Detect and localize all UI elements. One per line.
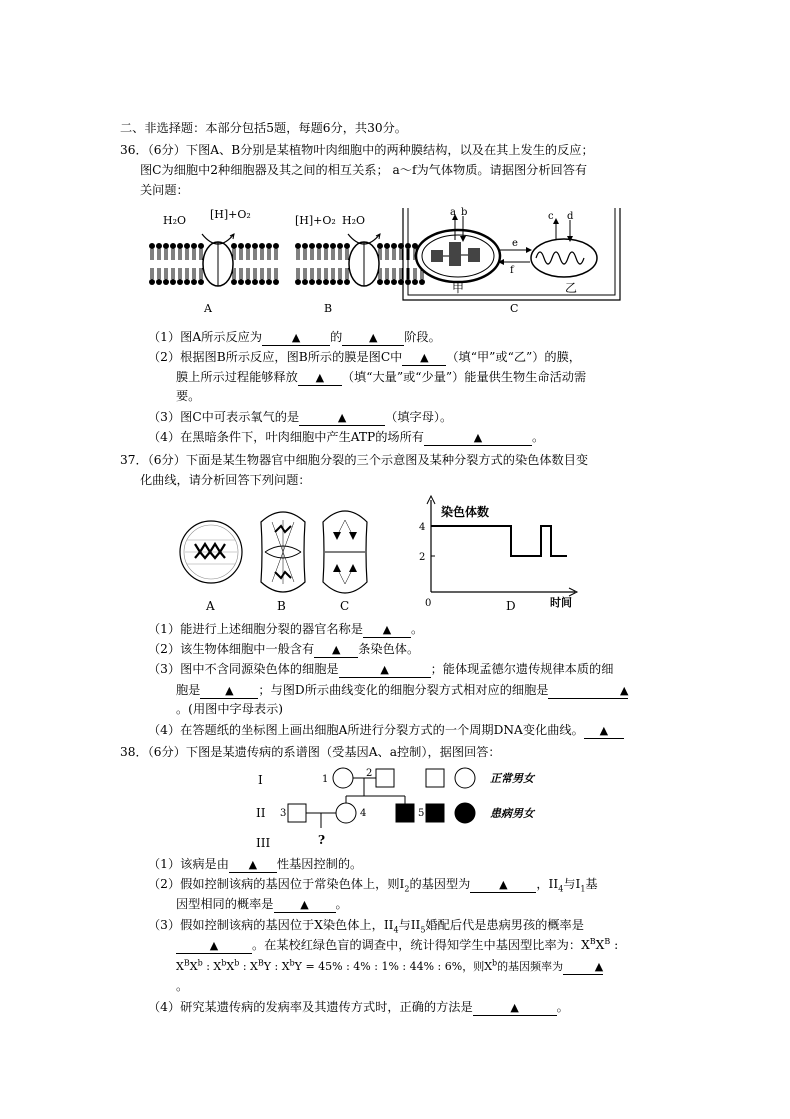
legend-affected-female (455, 803, 475, 823)
gen-ii: II (256, 806, 266, 820)
q38-sub2-line2: 因型相同的概率是 ▲ 。 (176, 897, 348, 911)
id-3: 3 (280, 808, 287, 819)
q36-intro-line-3: 关问题： (140, 183, 189, 197)
unknown-offspring: ? (318, 833, 326, 847)
chart-title: 染色体数 (441, 505, 490, 519)
cell-division-figure (175, 492, 595, 622)
chart-xlabel: 时间 (550, 596, 572, 609)
id-2: 2 (366, 768, 373, 779)
q38-sub3-line4: 。 (176, 979, 189, 993)
b-right-label: H₂O (342, 214, 366, 227)
membrane-a (149, 234, 279, 286)
c-label-jia: 甲 (452, 281, 465, 295)
q36-sub2-line2: 膜上所示过程能够释放 ▲ （填“大量”或“少量”）能量供生物生命活动需 (176, 370, 587, 384)
c-label-e: e (512, 238, 518, 249)
gen-i: I (258, 773, 263, 787)
individual-2 (376, 769, 394, 787)
label-cell-c: C (340, 599, 350, 613)
q38-intro: 38．（6分）下图是某遗传病的系谱图（受基因A、a控制），据图回答： (120, 745, 501, 759)
label-chart-d: D (506, 599, 516, 613)
fig-label-c: C (510, 302, 519, 315)
label-cell-a: A (206, 599, 215, 613)
legend-normal: 正常男女 (490, 772, 534, 785)
q37-sub1: （1）能进行上述细胞分裂的器官名称是 ▲ 。 (148, 622, 424, 636)
individual-1 (333, 768, 353, 788)
id-4: 4 (360, 808, 367, 819)
c-label-a: a (450, 207, 456, 218)
chart-y2: 2 (419, 552, 426, 563)
q36-intro-line-2: 图C为细胞中2种细胞器及其之间的相互关系； a～f为气体物质。请据图分析回答有 (140, 163, 588, 177)
c-label-c: c (548, 211, 554, 222)
a-right-label: [H]+O₂ (210, 208, 251, 221)
q38-sub1: （1）该病是由 ▲ 性基因控制的。 (148, 857, 363, 871)
pedigree-chart (250, 762, 570, 852)
q37-sub2: （2）该生物体细胞中一般含有 ▲ 条染色体。 (148, 642, 420, 656)
individual-5 (396, 804, 414, 822)
id-1: 1 (322, 774, 329, 785)
membrane-figure (140, 200, 640, 318)
gen-iii: III (256, 836, 271, 850)
chart-origin: 0 (425, 598, 432, 609)
individual-3 (288, 804, 306, 822)
b-left-label: [H]+O₂ (295, 214, 336, 227)
q37-sub4: （4）在答题纸的坐标图上画出细胞A所进行分裂方式的一个周期DNA变化曲线。 ▲ (148, 723, 624, 739)
q37-sub3-line3: 。(用图中字母表示) (176, 702, 284, 716)
a-left-label: H₂O (163, 214, 187, 227)
c-label-yi: 乙 (565, 281, 578, 295)
cell-b (261, 512, 305, 592)
q36-sub2-line3: 要。 (176, 389, 201, 403)
q36-intro-line-1: 36．（6分）下图A、B分别是某植物叶肉细胞中的两种膜结构，以及在其上发生的反应； (120, 143, 594, 157)
legend-affected: 患病男女 (490, 807, 534, 820)
q38-sub2-line1: （2）假如控制该病的基因位于常染色体上，则$I_2$的基因型为 ▲ ，$II_4$与$I_1$基 (148, 877, 598, 894)
q36-sub2-line1: （2）根据图B所示反应，图B所示的膜是图C中 ▲ （填“甲”或“乙”）的膜， (148, 350, 581, 364)
section-heading: 二、非选择题：本部分包括5题，每题6分，共30分。 (120, 121, 407, 135)
legend-normal-male (426, 769, 444, 787)
id-5: 5 (418, 808, 425, 819)
q36-sub4: （4）在黑暗条件下，叶肉细胞中产生ATP的场所有 ▲ 。 (148, 430, 545, 444)
fig-label-b: B (324, 302, 333, 315)
membrane-b (295, 234, 425, 286)
fig-label-a: A (204, 302, 212, 315)
cell-c (323, 511, 367, 593)
cell-a (180, 521, 242, 583)
q37-intro-line-2: 化曲线，请分析回答下列问题： (140, 473, 311, 487)
q36-sub3: （3）图C中可表示氧气的是 ▲ （填字母）。 (148, 410, 453, 424)
legend-normal-female (455, 768, 475, 788)
individual-4 (336, 803, 356, 823)
cell-diagram-c (403, 208, 620, 300)
q38-sub3-line3: $X^BX^b$ : $X^bX^b$ : $X^BY$ : $X^bY = 45\%$ : 4% : 1% : 44% : 6%，则$X^b$的基因频率为 ▲ (176, 958, 604, 973)
q37-intro-line-1: 37．（6分）下面是某生物器官中细胞分裂的三个示意图及某种分裂方式的染色体数目变 (120, 453, 589, 467)
c-label-b: b (461, 207, 468, 218)
label-cell-b: B (277, 599, 286, 613)
q37-sub3-line2: 胞是 ▲ ；与图D所示曲线变化的细胞分裂方式相对应的细胞是 ▲ (176, 683, 629, 697)
chart-y4: 4 (419, 522, 426, 533)
q38-sub3-line1: （3）假如控制该病的基因位于X染色体上，$II_4$与$II_5$婚配后代是患病男孩的概率是 (148, 918, 584, 935)
q38-sub4: （4）研究某遗传病的发病率及其遗传方式时，正确的方法是 ▲ 。 (148, 1000, 569, 1014)
c-label-d: d (567, 211, 574, 222)
c-label-f: f (510, 265, 514, 276)
q36-sub1: （1）图A所示反应为 ▲ 的 ▲ 阶段。 (148, 330, 441, 344)
q38-sub3-line2: ▲ 。在某校红绿色盲的调查中，统计得知学生中基因型比率为：$X^BX^B$ : (176, 938, 618, 954)
q37-sub3-line1: （3）图中不含同源染色体的细胞是 ▲ ；能体现孟德尔遗传规律本质的细 (148, 662, 614, 676)
legend-affected-male (426, 804, 444, 822)
